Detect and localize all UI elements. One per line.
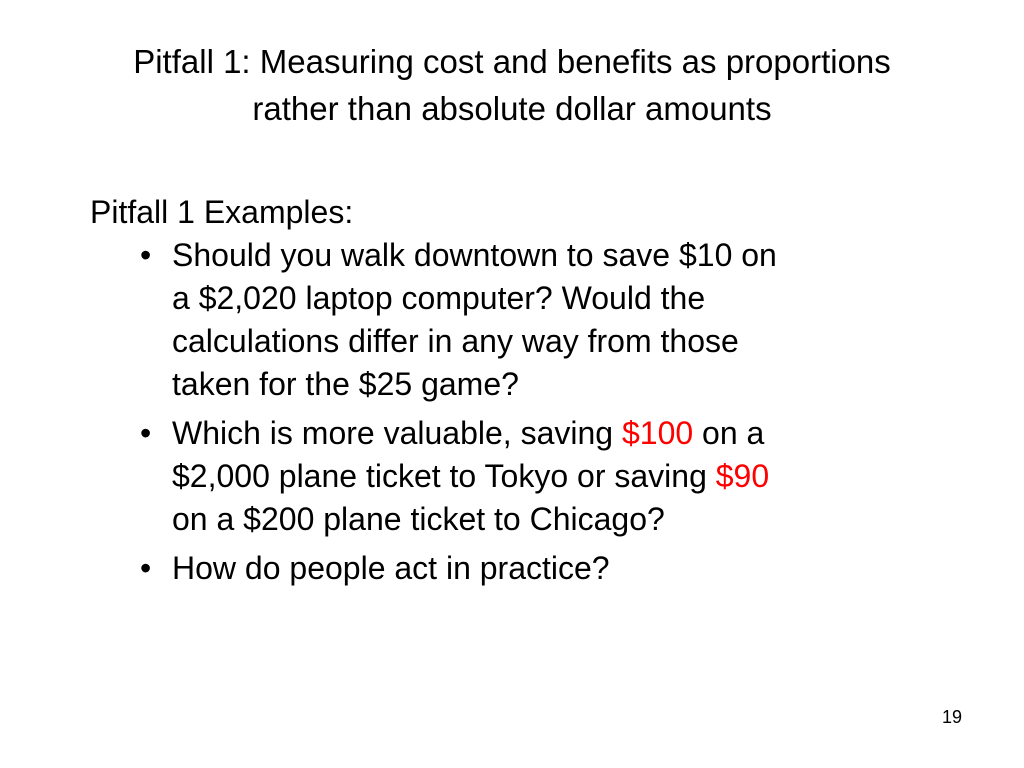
bullet-text-segment: on a bbox=[693, 415, 765, 451]
slide-title bbox=[40, 38, 984, 132]
bullet-text-segment: Which is more valuable, saving bbox=[172, 415, 622, 451]
bullet-dot-icon: • bbox=[140, 415, 152, 451]
bullet-dot-icon: • bbox=[140, 550, 152, 586]
bullet-line bbox=[172, 455, 950, 498]
bullet-line: on a $200 plane ticket to Chicago? bbox=[172, 501, 665, 537]
bullet-item-practice bbox=[90, 547, 950, 590]
slide-title-line-1: Pitfall 1: Measuring cost and benefits as proportions bbox=[133, 43, 891, 80]
slide-body bbox=[90, 190, 950, 596]
bullet-text-segment: $2,000 plane ticket to Tokyo or saving bbox=[172, 458, 716, 494]
bullet-line: a $2,020 laptop computer? Would the bbox=[172, 280, 706, 316]
bullet-dot-icon: • bbox=[140, 237, 152, 273]
bullet-line: Should you walk downtown to save $10 on bbox=[172, 237, 777, 273]
bullet-list bbox=[90, 234, 950, 590]
bullet-line: How do people act in practice? bbox=[172, 550, 610, 586]
bullet-text bbox=[172, 547, 950, 590]
bullet-line bbox=[172, 412, 950, 455]
bullet-text bbox=[172, 234, 950, 406]
bullet-line: calculations differ in any way from those bbox=[172, 323, 739, 359]
highlight-amount-90: $90 bbox=[715, 458, 770, 494]
bullet-item-laptop bbox=[90, 234, 950, 406]
highlight-amount-100: $100 bbox=[621, 415, 694, 451]
examples-heading: Pitfall 1 Examples: bbox=[90, 194, 354, 230]
bullet-line: taken for the $25 game? bbox=[172, 366, 519, 402]
slide-title-line-2: rather than absolute dollar amounts bbox=[252, 90, 772, 127]
page-number: 19 bbox=[941, 707, 962, 727]
bullet-text bbox=[172, 412, 950, 541]
bullet-item-plane-tickets bbox=[90, 412, 950, 541]
